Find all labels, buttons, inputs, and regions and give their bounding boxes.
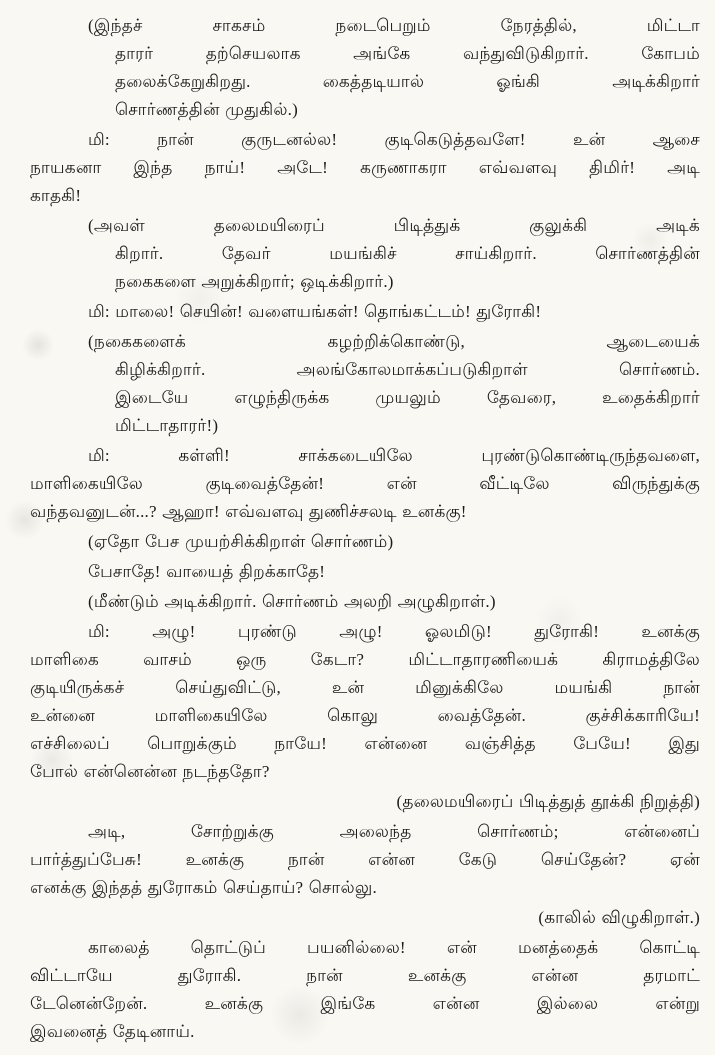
dialogue	[30, 298, 700, 326]
text-line: அடி, சோற்றுக்கு அலைந்த சொர்ணம்; என்னைப்	[88, 822, 700, 841]
stage-direction	[30, 588, 700, 616]
dialogue	[30, 126, 700, 210]
text-line: டேனென்றேன். உனக்கு இங்கே என்ன இல்லை என்று	[30, 994, 700, 1013]
text-line: (ஏதோ பேச முயற்சிக்கிறாள் சொர்ணம்)	[88, 532, 394, 551]
stage-direction	[30, 788, 700, 816]
text-line: மிட்டாதாரர்!)	[115, 416, 219, 435]
text-line: இடையே எழுந்திருக்க முயலும் தேவரை, உதைக்கிறார்	[115, 388, 700, 407]
text-line: பேசாதே! வாயைத் திறக்காதே!	[88, 562, 326, 581]
dialogue	[30, 442, 700, 526]
text-line: மி: நான் குருடனல்ல! குடிகெடுத்தவளே! உன் ஆசை	[88, 130, 700, 149]
text-line: (இந்தச் சாகசம் நடைபெறும் நேரத்தில், மிட்டா	[88, 16, 700, 35]
text-line: (காலில் விழுகிறாள்.)	[538, 908, 700, 927]
text-block	[30, 12, 700, 1046]
dialogue	[30, 618, 700, 786]
text-line: மாளிகை வாசம் ஒரு கேடா? மிட்டாதாரணியைக் கிராமத்திலே	[30, 650, 700, 669]
text-line: நாயகனா இந்த நாய்! அடே! கருணாகரா எவ்வளவு திமிர்! அடி	[30, 158, 700, 177]
dialogue	[30, 934, 700, 1046]
stage-direction	[30, 328, 700, 440]
text-line: குடியிருக்கச் செய்துவிட்டு, உன் மினுக்கிலே மயங்கி நான்	[30, 678, 700, 697]
text-line: நகைகளை அறுக்கிறார்; ஒடிக்கிறார்.)	[115, 272, 394, 291]
stage-direction	[30, 904, 700, 932]
text-line: எச்சிலைப் பொறுக்கும் நாயே! என்னை வஞ்சித்த பேயே! இது	[30, 734, 700, 753]
dialogue	[30, 558, 700, 586]
text-line: உன்னை மாளிகையிலே கொலு வைத்தேன். குச்சிக்காரியே!	[30, 706, 700, 725]
text-line: (அவள் தலைமயிரைப் பிடித்துக் குலுக்கி அடிக்	[88, 216, 700, 235]
text-line: வந்தவனுடன்...? ஆஹா! எவ்வளவு துணிச்சலடி உனக்கு!	[30, 502, 467, 521]
text-line: காலைத் தொட்டுப் பயனில்லை! என் மனத்தைக் கொட்டி	[88, 938, 700, 957]
text-line: பார்த்துப்பேசு! உனக்கு நான் என்ன கேடு செய்தேன்? ஏன்	[30, 850, 700, 869]
text-line: (மீண்டும் அடிக்கிறார். சொர்ணம் அலறி அழுகிறாள்.)	[88, 592, 496, 611]
text-line: எனக்கு இந்தத் துரோகம் செய்தாய்? சொல்லு.	[30, 878, 377, 897]
text-line: (தலைமயிரைப் பிடித்துத் தூக்கி நிறுத்தி)	[396, 792, 700, 811]
text-line: மாளிகையிலே குடிவைத்தேன்! என் வீட்டிலே விருந்துக்கு	[30, 474, 700, 493]
stage-direction	[30, 212, 700, 296]
text-line: தலைக்கேறுகிறது. கைத்தடியால் ஓங்கி அடிக்கிறார்	[115, 72, 700, 91]
text-line: சொர்ணத்தின் முதுகில்.)	[115, 100, 298, 119]
text-line: காதகி!	[30, 186, 82, 205]
text-line: மி: அழு! புரண்டு அழு! ஓலமிடு! துரோகி! உனக்கு	[88, 622, 700, 641]
text-line: (நகைகளைக் கழற்றிக்கொண்டு, ஆடையைக்	[88, 332, 700, 351]
text-line: மி: மாலை! செயின்! வளையங்கள்! தொங்கட்டம்! துரோகி!	[88, 302, 542, 321]
dialogue	[30, 818, 700, 902]
text-line: இவனைத் தேடினாய்.	[30, 1022, 195, 1041]
stage-direction	[30, 528, 700, 556]
text-line: தாரர் தற்செயலாக அங்கே வந்துவிடுகிறார். கோபம்	[115, 44, 700, 63]
text-line: விட்டாயே துரோகி. நான் உனக்கு என்ன தரமாட்	[30, 966, 700, 985]
text-line: கிறார். தேவர் மயங்கிச் சாய்கிறார். சொர்ணத்தின்	[115, 244, 700, 263]
text-line: மி: கள்ளி! சாக்கடையிலே புரண்டுகொண்டிருந்தவளை,	[88, 446, 700, 465]
text-line: போல் என்னென்ன நடந்ததோ?	[30, 762, 270, 781]
stage-direction	[30, 12, 700, 124]
text-line: கிழிக்கிறார். அலங்கோலமாக்கப்படுகிறாள் சொர்ணம்.	[115, 360, 700, 379]
